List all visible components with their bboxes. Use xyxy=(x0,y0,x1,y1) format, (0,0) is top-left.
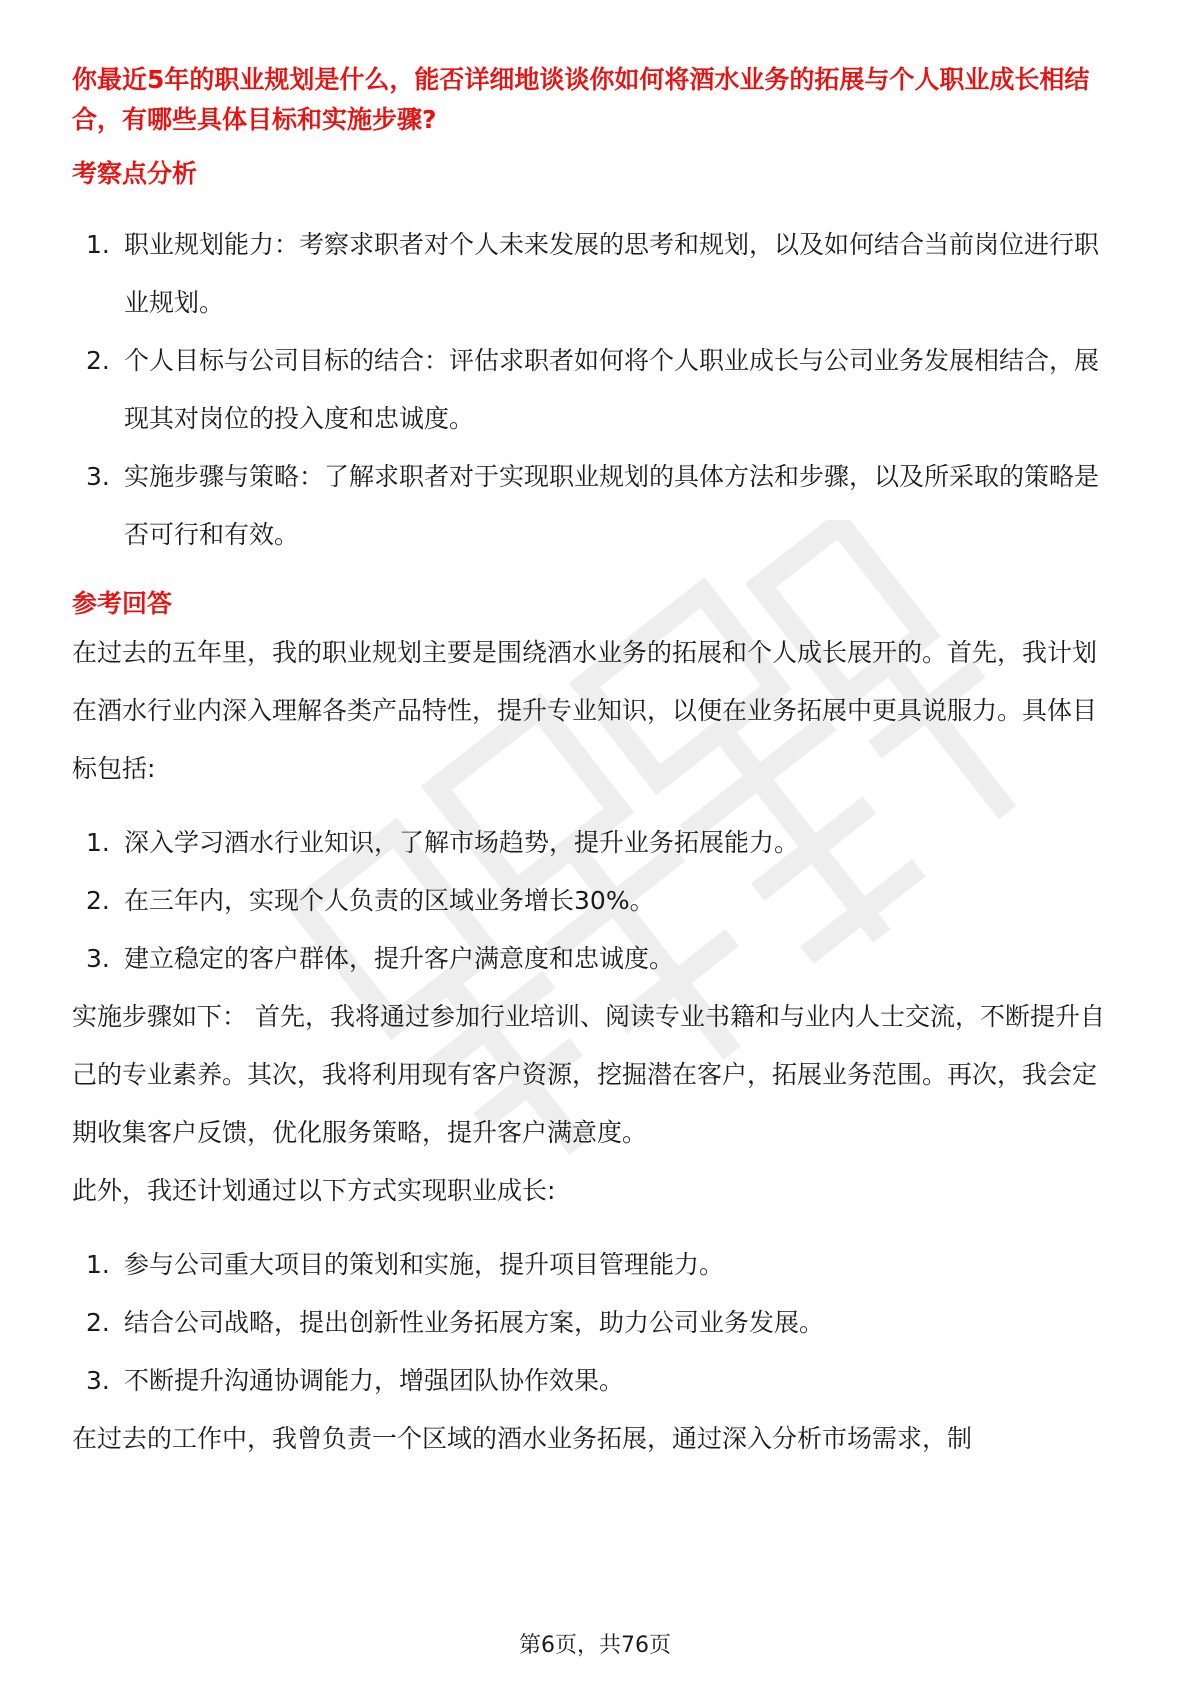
question-heading: 你最近5年的职业规划是什么，能否详细地谈谈你如何将酒水业务的拓展与个人职业成长相结合，有哪些具体目标和实施步骤? xyxy=(72,65,1090,134)
list-item xyxy=(72,1236,1120,1294)
list-item-text: 职业规划能力：考察求职者对个人未来发展的思考和规划，以及如何结合当前岗位进行职业规划。 xyxy=(124,230,1100,317)
list-number: 2. xyxy=(86,346,110,375)
list-item xyxy=(72,872,1120,930)
list-item-text: 在三年内，实现个人负责的区域业务增长30%。 xyxy=(124,886,655,915)
list-item xyxy=(72,332,1120,448)
list-number: 1. xyxy=(86,230,110,259)
answer-intro-paragraph: 在过去的五年里，我的职业规划主要是围绕酒水业务的拓展和个人成长展开的。首先，我计划在酒水行业内深入理解各类产品特性，提升专业知识，以便在业务拓展中更具说服力。具体目标包括: xyxy=(72,638,1098,783)
list-item xyxy=(72,930,1120,988)
list-item-text: 结合公司战略，提出创新性业务拓展方案，助力公司业务发展。 xyxy=(124,1308,825,1337)
list-item-text: 实施步骤与策略：了解求职者对于实现职业规划的具体方法和步骤，以及所采取的策略是否可行和有效。 xyxy=(124,462,1100,549)
list-item-text: 建立稳定的客户群体，提升客户满意度和忠诚度。 xyxy=(124,944,675,973)
list-item xyxy=(72,814,1120,872)
list-item xyxy=(72,1294,1120,1352)
list-number: 1. xyxy=(86,1250,110,1279)
analysis-title: 考察点分析 xyxy=(72,159,198,188)
document-content xyxy=(72,60,1120,1468)
goals-list xyxy=(72,814,1120,988)
list-item-text: 深入学习酒水行业知识，了解市场趋势，提升业务拓展能力。 xyxy=(124,828,800,857)
list-number: 2. xyxy=(86,1308,110,1337)
answer-title: 参考回答 xyxy=(72,589,173,618)
list-item-text: 不断提升沟通协调能力，增强团队协作效果。 xyxy=(124,1366,625,1395)
analysis-list xyxy=(72,216,1120,564)
steps-paragraph: 实施步骤如下： 首先，我将通过参加行业培训、阅读专业书籍和与业内人士交流，不断提升自己的专业素养。其次，我将利用现有客户资源，挖掘潜在客户，拓展业务范围。再次，我会定期收集客户反馈，优化服务策略，提升客户满意度。 xyxy=(72,1002,1105,1147)
list-number: 2. xyxy=(86,886,110,915)
growth-list xyxy=(72,1236,1120,1410)
list-item-text: 个人目标与公司目标的结合：评估求职者如何将个人职业成长与公司业务发展相结合，展现其对岗位的投入度和忠诚度。 xyxy=(124,346,1100,433)
list-number: 3. xyxy=(86,944,110,973)
growth-intro-paragraph: 此外，我还计划通过以下方式实现职业成长: xyxy=(72,1176,556,1205)
list-item xyxy=(72,216,1120,332)
list-number: 3. xyxy=(86,462,110,491)
list-item xyxy=(72,448,1120,564)
list-number: 1. xyxy=(86,828,110,857)
past-experience-paragraph: 在过去的工作中，我曾负责一个区域的酒水业务拓展，通过深入分析市场需求，制 xyxy=(72,1424,973,1453)
list-item-text: 参与公司重大项目的策划和实施，提升项目管理能力。 xyxy=(124,1250,725,1279)
list-number: 3. xyxy=(86,1366,110,1395)
list-item xyxy=(72,1352,1120,1410)
page-number-footer: 第6页，共76页 xyxy=(519,1633,671,1658)
